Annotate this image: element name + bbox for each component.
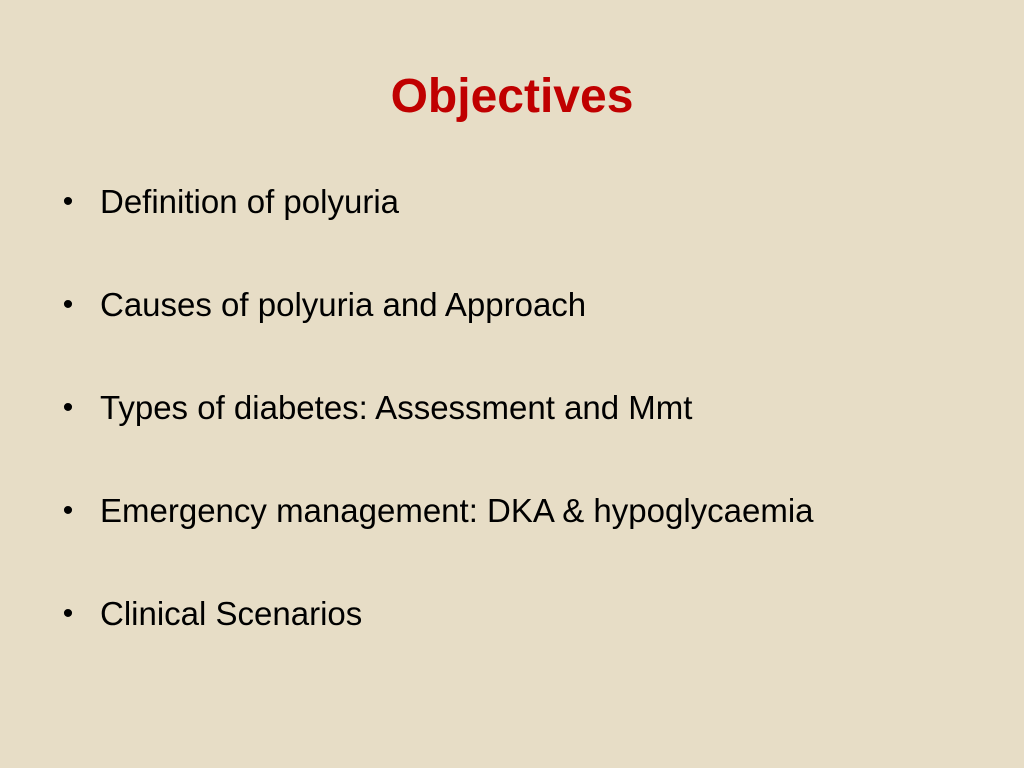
bullet-icon: • [62,391,74,424]
bullet-item-definition [0,176,1024,279]
bullet-text: Emergency management: DKA & hypoglycaemia [100,492,814,529]
slide-title: Objectives [390,70,634,123]
bullet-text: Definition of polyuria [100,183,399,220]
bullet-text: Clinical Scenarios [100,595,363,632]
bullet-icon: • [62,494,74,527]
bullet-list [0,176,1024,691]
bullet-icon: • [62,185,74,218]
bullet-text: Causes of polyuria and Approach [100,286,587,323]
bullet-text: Types of diabetes: Assessment and Mmt [100,389,693,426]
bullet-icon: • [62,288,74,321]
bullet-icon: • [62,597,74,630]
bullet-item-types [0,382,1024,485]
bullet-item-scenarios [0,588,1024,691]
bullet-item-causes [0,279,1024,382]
bullet-item-emergency [0,485,1024,588]
